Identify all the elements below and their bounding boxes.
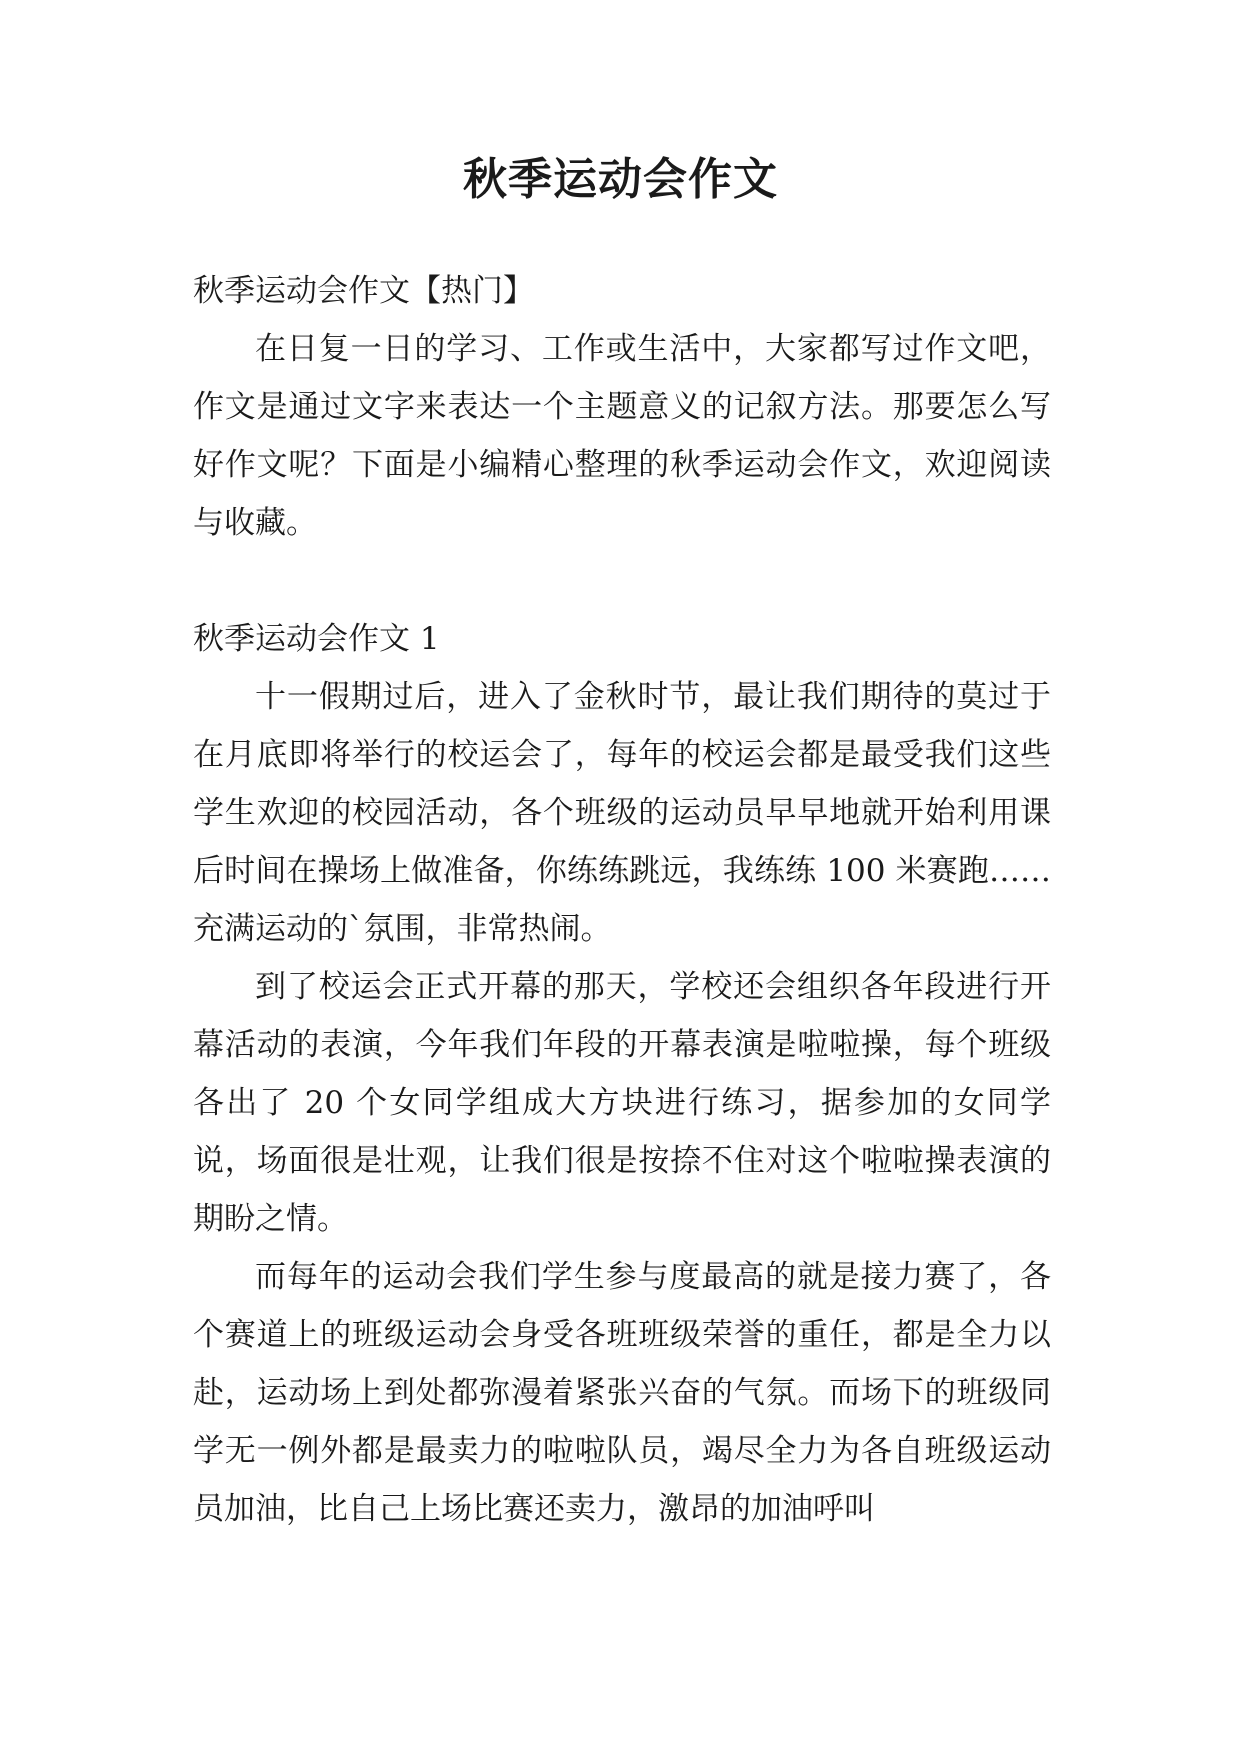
intro-heading: 秋季运动会作文【热门】 — [193, 273, 534, 309]
section-spacer — [193, 552, 1051, 610]
intro-paragraph: 在日复一日的学习、工作或生活中，大家都写过作文吧，作文是通过文字来表达一个主题意义的记叙方法。那要怎么写好作文呢？下面是小编精心整理的秋季运动会作文，欢迎阅读与收藏。 — [193, 331, 1051, 541]
body-paragraph: 而每年的运动会我们学生参与度最高的就是接力赛了，各个赛道上的班级运动会身受各班班级荣誉的重任，都是全力以赴，运动场上到处都弥漫着紧张兴奋的气氛。而场下的班级同学无一例外都是最卖力的啦啦队员，竭尽全力为各自班级运动员加油，比自己上场比赛还卖力，激昂的加油呼叫 — [193, 1259, 1051, 1527]
document-title: 秋季运动会作文 — [463, 154, 778, 205]
body-paragraph: 十一假期过后，进入了金秋时节，最让我们期待的莫过于在月底即将举行的校运会了，每年的校运会都是最受我们这些学生欢迎的校园活动，各个班级的运动员早早地就开始利用课后时间在操场上做准备，你练练跳远，我练练 100 米赛跑……充满运动的`氛围，非常热闹。 — [193, 679, 1051, 947]
body-paragraph: 到了校运会正式开幕的那天，学校还会组织各年段进行开幕活动的表演，今年我们年段的开幕表演是啦啦操，每个班级各出了 20 个女同学组成大方块进行练习，据参加的女同学说，场面很是壮观，让我们很是按捺不住对这个啦啦操表演的期盼之情。 — [193, 969, 1051, 1237]
section-heading: 秋季运动会作文 1 — [193, 621, 440, 657]
document-body — [193, 262, 1051, 1538]
